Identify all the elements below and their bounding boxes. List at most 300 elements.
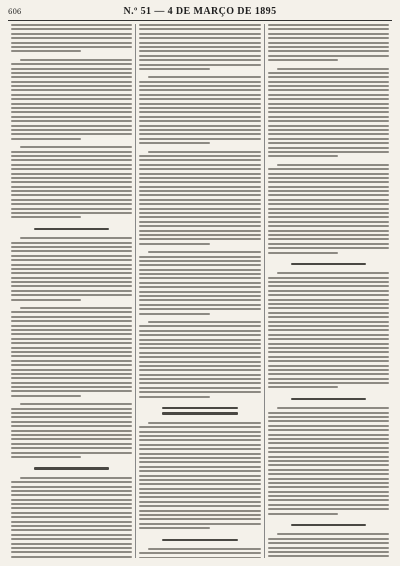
text-line-placeholder (11, 556, 132, 558)
text-line-placeholder (268, 199, 389, 201)
text-line-placeholder (139, 168, 260, 170)
text-line-placeholder (139, 216, 260, 218)
text-line-placeholder (11, 133, 132, 135)
text-line-placeholder (139, 155, 260, 157)
text-line-placeholder (11, 360, 132, 362)
text-line-placeholder (268, 55, 389, 57)
text-line-placeholder (11, 255, 132, 257)
text-line-placeholder (11, 416, 132, 418)
text-line-placeholder (11, 37, 132, 39)
text-line-placeholder (268, 89, 389, 91)
text-line-placeholder (11, 311, 132, 313)
text-line-placeholder (11, 425, 132, 427)
text-line-placeholder (268, 46, 389, 48)
text-line-placeholder (268, 212, 389, 214)
text-line-placeholder (139, 369, 260, 371)
text-line-placeholder (268, 499, 389, 501)
text-line-placeholder (11, 390, 132, 392)
text-line-placeholder (20, 307, 132, 309)
text-line-placeholder (268, 356, 389, 358)
text-line-placeholder (139, 343, 260, 345)
text-line-placeholder (268, 438, 389, 440)
text-line-placeholder (11, 503, 132, 505)
text-line-placeholder (139, 85, 260, 87)
text-line-placeholder (139, 59, 260, 61)
text-line-placeholder (11, 333, 132, 335)
text-line-placeholder (11, 434, 132, 436)
text-line-placeholder (268, 451, 389, 453)
text-line-placeholder (11, 386, 132, 388)
text-line-placeholder (11, 168, 132, 170)
text-line-placeholder (11, 512, 132, 514)
text-line-placeholder (139, 260, 260, 262)
text-line-placeholder (139, 339, 260, 341)
text-line-placeholder (268, 59, 338, 61)
text-line-placeholder (139, 98, 260, 100)
masthead (8, 5, 392, 18)
column-right (264, 24, 392, 558)
paragraph-gap (139, 532, 260, 536)
text-line-placeholder (139, 225, 260, 227)
text-line-placeholder (268, 321, 389, 323)
text-line-placeholder (268, 125, 389, 127)
text-line-placeholder (11, 529, 132, 531)
text-line-placeholder (268, 230, 389, 232)
text-line-placeholder (11, 42, 132, 44)
text-line-placeholder (268, 168, 389, 170)
text-line-placeholder (268, 247, 389, 249)
text-line-placeholder (20, 237, 132, 239)
text-line-placeholder (268, 495, 389, 497)
text-line-placeholder (268, 464, 389, 466)
paragraph-gap (11, 460, 132, 464)
text-line-placeholder (268, 76, 389, 78)
text-line-placeholder (11, 277, 132, 279)
text-line-placeholder (11, 242, 132, 244)
text-line-placeholder (11, 456, 81, 458)
text-line-placeholder (11, 377, 132, 379)
text-line-placeholder (268, 142, 389, 144)
text-line-placeholder (11, 516, 132, 518)
text-line-placeholder (139, 391, 260, 393)
text-line-placeholder (139, 164, 260, 166)
paragraph-gap (11, 221, 132, 225)
text-line-placeholder (139, 505, 260, 507)
text-line-placeholder (148, 251, 260, 253)
text-line-placeholder (268, 221, 389, 223)
text-line-placeholder (139, 510, 260, 512)
text-line-placeholder (268, 538, 389, 540)
text-line-placeholder (139, 177, 260, 179)
text-line-placeholder (139, 103, 260, 105)
paragraph-gap (139, 147, 260, 151)
text-line-placeholder (11, 507, 132, 509)
text-line-placeholder (139, 111, 260, 113)
text-line-placeholder (11, 107, 132, 109)
text-line-placeholder (268, 386, 338, 388)
text-line-placeholder (268, 551, 389, 553)
text-line-placeholder (268, 186, 389, 188)
text-line-placeholder (268, 334, 389, 336)
text-line-placeholder (268, 442, 389, 444)
text-line-placeholder (11, 538, 132, 540)
text-line-placeholder (139, 527, 209, 529)
text-line-placeholder (268, 24, 389, 26)
text-line-placeholder (11, 89, 132, 91)
text-line-placeholder (268, 473, 389, 475)
text-line-placeholder (139, 24, 260, 26)
text-line-placeholder (268, 373, 389, 375)
text-line-placeholder (11, 494, 132, 496)
heading-bar (291, 398, 366, 400)
paragraph-gap (268, 391, 389, 395)
text-line-placeholder (268, 369, 389, 371)
text-line-placeholder (11, 155, 132, 157)
text-line-placeholder (139, 33, 260, 35)
text-line-placeholder (11, 125, 132, 127)
text-line-placeholder (268, 416, 389, 418)
text-line-placeholder (11, 499, 132, 501)
text-line-placeholder (139, 435, 260, 437)
text-line-placeholder (268, 173, 389, 175)
text-line-placeholder (11, 28, 132, 30)
paragraph-gap (268, 517, 389, 521)
text-line-placeholder (268, 81, 389, 83)
text-line-placeholder (11, 85, 132, 87)
heading-bar (34, 228, 109, 230)
text-line-placeholder (268, 294, 389, 296)
text-line-placeholder (268, 37, 389, 39)
text-line-placeholder (11, 543, 132, 545)
text-line-placeholder (11, 72, 132, 74)
text-line-placeholder (139, 518, 260, 520)
text-line-placeholder (268, 312, 389, 314)
text-line-placeholder (139, 50, 260, 52)
heading-bar (291, 524, 366, 526)
text-line-placeholder (139, 221, 260, 223)
text-line-placeholder (148, 151, 260, 153)
text-line-placeholder (139, 470, 260, 472)
text-line-placeholder (268, 151, 389, 153)
text-line-placeholder (11, 316, 132, 318)
text-line-placeholder (11, 329, 132, 331)
column-left (8, 24, 135, 558)
text-line-placeholder (139, 120, 260, 122)
text-line-placeholder (11, 342, 132, 344)
text-line-placeholder (139, 299, 260, 301)
text-columns (8, 24, 392, 558)
text-line-placeholder (268, 555, 389, 557)
text-line-placeholder (11, 408, 132, 410)
text-line-placeholder (139, 186, 260, 188)
text-line-placeholder (268, 238, 389, 240)
text-line-placeholder (148, 321, 260, 323)
text-line-placeholder (268, 412, 389, 414)
text-line-placeholder (139, 125, 260, 127)
text-line-placeholder (139, 234, 260, 236)
text-line-placeholder (11, 181, 132, 183)
heading-bar (34, 467, 109, 469)
text-line-placeholder (11, 347, 132, 349)
text-line-placeholder (20, 403, 132, 405)
text-line-placeholder (139, 68, 209, 70)
text-line-placeholder (11, 355, 132, 357)
text-line-placeholder (268, 347, 389, 349)
text-line-placeholder (139, 334, 260, 336)
text-line-placeholder (139, 330, 260, 332)
text-line-placeholder (20, 59, 132, 61)
text-line-placeholder (268, 434, 389, 436)
text-line-placeholder (268, 351, 389, 353)
text-line-placeholder (11, 268, 132, 270)
text-line-placeholder (11, 351, 132, 353)
text-line-placeholder (268, 107, 389, 109)
text-line-placeholder (11, 186, 132, 188)
text-line-placeholder (139, 448, 260, 450)
text-line-placeholder (11, 81, 132, 83)
text-line-placeholder (268, 225, 389, 227)
text-line-placeholder (11, 203, 132, 205)
text-line-placeholder (11, 521, 132, 523)
text-line-placeholder (11, 50, 81, 52)
text-line-placeholder (11, 24, 132, 26)
text-line-placeholder (139, 378, 260, 380)
text-line-placeholder (268, 425, 389, 427)
text-line-placeholder (268, 547, 389, 549)
text-line-placeholder (139, 444, 260, 446)
text-line-placeholder (11, 46, 132, 48)
text-line-placeholder (11, 534, 132, 536)
text-line-placeholder (139, 347, 260, 349)
text-line-placeholder (268, 42, 389, 44)
text-line-placeholder (11, 452, 132, 454)
text-line-placeholder (11, 68, 132, 70)
text-line-placeholder (139, 387, 260, 389)
text-line-placeholder (139, 181, 260, 183)
text-line-placeholder (11, 338, 132, 340)
text-line-placeholder (268, 111, 389, 113)
text-line-placeholder (11, 481, 132, 483)
text-line-placeholder (11, 281, 132, 283)
text-line-placeholder (139, 173, 260, 175)
text-line-placeholder (268, 343, 389, 345)
text-line-placeholder (268, 216, 389, 218)
text-line-placeholder (11, 294, 132, 296)
text-line-placeholder (268, 365, 389, 367)
text-line-placeholder (11, 129, 132, 131)
text-line-placeholder (268, 190, 389, 192)
text-line-placeholder (139, 396, 209, 398)
text-line-placeholder (268, 513, 338, 515)
text-line-placeholder (11, 443, 132, 445)
text-line-placeholder (11, 199, 132, 201)
text-line-placeholder (11, 173, 132, 175)
text-line-placeholder (139, 496, 260, 498)
text-line-placeholder (11, 159, 132, 161)
page-number: 606 (8, 8, 22, 16)
text-line-placeholder (11, 369, 132, 371)
text-line-placeholder (277, 272, 389, 274)
text-line-placeholder (148, 422, 260, 424)
text-line-placeholder (277, 164, 389, 166)
text-line-placeholder (11, 208, 132, 210)
text-line-placeholder (148, 548, 260, 550)
text-line-placeholder (139, 81, 260, 83)
text-line-placeholder (11, 272, 132, 274)
text-line-placeholder (11, 290, 132, 292)
text-line-placeholder (139, 557, 260, 558)
text-line-placeholder (139, 475, 260, 477)
text-line-placeholder (139, 501, 260, 503)
text-line-placeholder (11, 490, 132, 492)
text-line-placeholder (139, 479, 260, 481)
text-line-placeholder (11, 212, 132, 214)
text-line-placeholder (268, 234, 389, 236)
text-line-placeholder (139, 208, 260, 210)
text-line-placeholder (268, 243, 389, 245)
text-line-placeholder (139, 313, 209, 315)
text-line-placeholder (268, 429, 389, 431)
text-line-placeholder (11, 250, 132, 252)
text-line-placeholder (139, 457, 260, 459)
text-line-placeholder (139, 42, 260, 44)
text-line-placeholder (139, 133, 260, 135)
text-line-placeholder (268, 285, 389, 287)
text-line-placeholder (268, 133, 389, 135)
text-line-placeholder (268, 50, 389, 52)
text-line-placeholder (268, 460, 389, 462)
text-line-placeholder (11, 382, 132, 384)
text-line-placeholder (139, 28, 260, 30)
text-line-placeholder (268, 469, 389, 471)
text-line-placeholder (139, 277, 260, 279)
text-line-placeholder (268, 208, 389, 210)
text-line-placeholder (268, 420, 389, 422)
text-line-placeholder (11, 438, 132, 440)
text-line-placeholder (268, 508, 389, 510)
text-line-placeholder (139, 282, 260, 284)
text-line-placeholder (268, 252, 338, 254)
text-line-placeholder (268, 486, 389, 488)
text-line-placeholder (139, 269, 260, 271)
text-line-placeholder (11, 525, 132, 527)
heading-bar (291, 263, 366, 265)
text-line-placeholder (268, 72, 389, 74)
text-line-placeholder (139, 37, 260, 39)
text-line-placeholder (11, 190, 132, 192)
text-line-placeholder (139, 356, 260, 358)
text-line-placeholder (268, 277, 389, 279)
text-line-placeholder (139, 129, 260, 131)
text-line-placeholder (11, 320, 132, 322)
text-line-placeholder (11, 299, 81, 301)
text-line-placeholder (268, 116, 389, 118)
text-line-placeholder (268, 329, 389, 331)
text-line-placeholder (139, 273, 260, 275)
text-line-placeholder (139, 286, 260, 288)
text-line-placeholder (139, 199, 260, 201)
text-line-placeholder (139, 142, 209, 144)
text-line-placeholder (268, 307, 389, 309)
text-line-placeholder (20, 146, 132, 148)
text-line-placeholder (277, 533, 389, 535)
issue-title: N.º 51 — 4 DE MARÇO DE 1895 (123, 6, 277, 17)
text-line-placeholder (139, 107, 260, 109)
text-line-placeholder (139, 483, 260, 485)
text-line-placeholder (11, 285, 132, 287)
text-line-placeholder (139, 190, 260, 192)
text-line-placeholder (139, 426, 260, 428)
text-line-placeholder (11, 33, 132, 35)
text-line-placeholder (139, 492, 260, 494)
text-line-placeholder (11, 194, 132, 196)
text-line-placeholder (11, 364, 132, 366)
text-line-placeholder (139, 212, 260, 214)
text-line-placeholder (268, 447, 389, 449)
text-line-placeholder (139, 308, 260, 310)
text-line-placeholder (11, 421, 132, 423)
heading-bar (162, 412, 237, 414)
text-line-placeholder (139, 264, 260, 266)
text-line-placeholder (268, 504, 389, 506)
text-line-placeholder (268, 120, 389, 122)
text-line-placeholder (139, 352, 260, 354)
text-line-placeholder (139, 374, 260, 376)
text-line-placeholder (11, 103, 132, 105)
text-line-placeholder (268, 28, 389, 30)
paragraph-gap (268, 256, 389, 260)
text-line-placeholder (20, 477, 132, 479)
text-line-placeholder (11, 94, 132, 96)
text-line-placeholder (268, 482, 389, 484)
text-line-placeholder (11, 98, 132, 100)
text-line-placeholder (11, 116, 132, 118)
text-line-placeholder (268, 129, 389, 131)
text-line-placeholder (139, 203, 260, 205)
text-line-placeholder (11, 76, 132, 78)
text-line-placeholder (268, 147, 389, 149)
text-line-placeholder (11, 551, 132, 553)
text-line-placeholder (11, 325, 132, 327)
text-line-placeholder (268, 325, 389, 327)
text-line-placeholder (139, 304, 260, 306)
text-line-placeholder (11, 164, 132, 166)
text-line-placeholder (11, 111, 132, 113)
text-line-placeholder (268, 94, 389, 96)
heading-bar (162, 407, 237, 409)
text-line-placeholder (139, 194, 260, 196)
text-line-placeholder (268, 203, 389, 205)
text-line-placeholder (268, 138, 389, 140)
text-line-placeholder (139, 159, 260, 161)
text-line-placeholder (11, 447, 132, 449)
text-line-placeholder (139, 439, 260, 441)
text-line-placeholder (277, 407, 389, 409)
text-line-placeholder (139, 230, 260, 232)
text-line-placeholder (268, 177, 389, 179)
text-line-placeholder (11, 120, 132, 122)
text-line-placeholder (139, 295, 260, 297)
text-line-placeholder (139, 55, 260, 57)
text-line-placeholder (139, 243, 209, 245)
text-line-placeholder (11, 412, 132, 414)
text-line-placeholder (148, 76, 260, 78)
text-line-placeholder (268, 103, 389, 105)
text-line-placeholder (268, 85, 389, 87)
text-line-placeholder (11, 373, 132, 375)
text-line-placeholder (268, 316, 389, 318)
text-line-placeholder (139, 361, 260, 363)
